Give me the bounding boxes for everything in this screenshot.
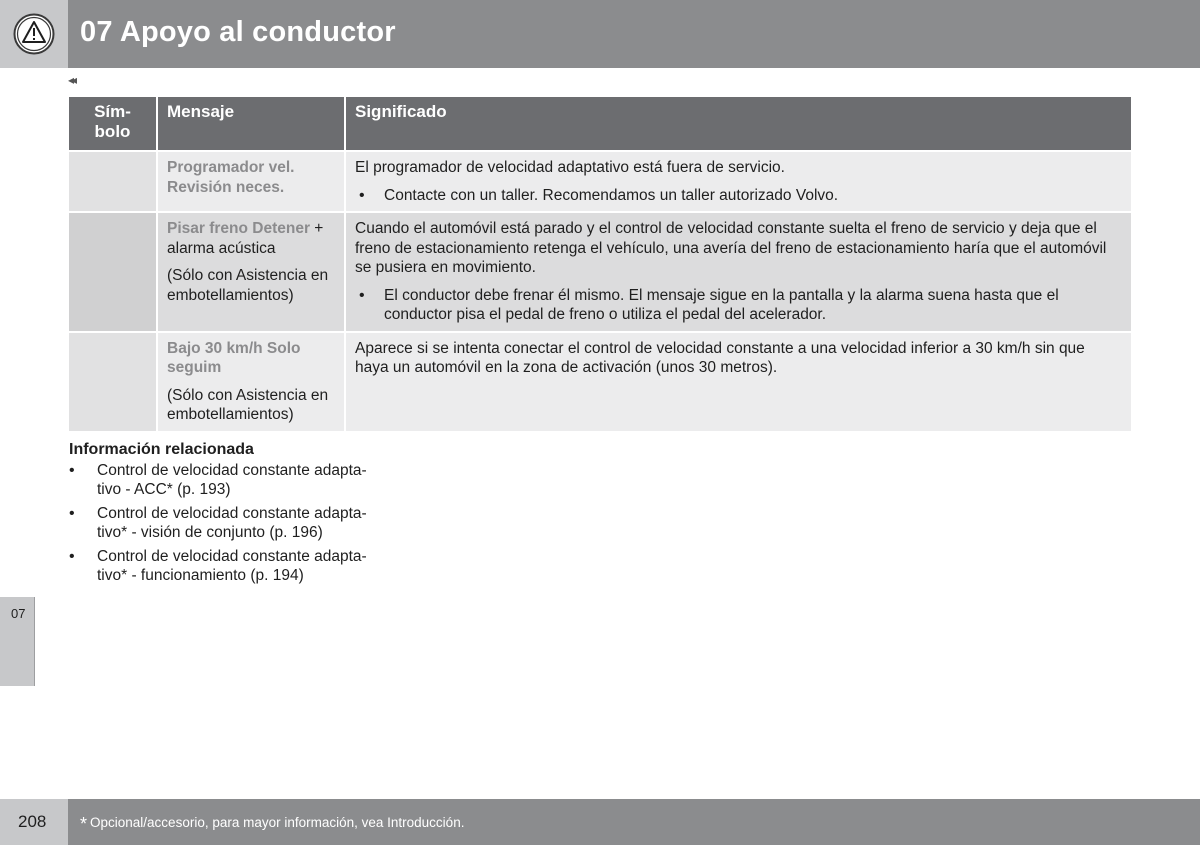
warning-triangle-icon — [13, 13, 55, 55]
continued-marker: ◂◂ — [68, 73, 75, 87]
symbol-cell — [69, 150, 158, 211]
message-cell — [158, 331, 346, 431]
symbol-header-line1: Sím- — [94, 102, 131, 121]
meaning-text: El programador de velocidad adaptativo está fuera de servicio. — [355, 159, 785, 176]
header-icon-area — [0, 0, 68, 68]
footnote — [80, 814, 464, 835]
message-bold-text: Bajo 30 km/h Solo seguim — [167, 339, 301, 376]
page-title: 07 Apoyo al conductor — [80, 16, 396, 48]
message-text-line1: Programador vel. — [167, 159, 295, 176]
message-cell — [158, 150, 346, 211]
message-text — [167, 219, 335, 258]
meaning-text: Aparece si se intenta conectar el control de velocidad constante a una velocidad inferior a 30 km/h sin que haya un automóvil en la zona de activación (unos 30 metros). — [355, 339, 1085, 376]
meaning-text: Cuando el automóvil está parado y el control de velocidad constante suelta el freno de servicio y deja que el freno de estacionamiento retenga el vehículo, una avería del freno de estacionamiento haría que el automóvil se pusiera en movimiento. — [355, 220, 1107, 276]
chapter-tab — [0, 597, 35, 686]
page-number: 208 — [18, 812, 47, 831]
meaning-bullet: • El conductor debe frenar él mismo. El mensaje sigue en la pantalla y la alarma suena hasta que el conductor pisa el pedal de freno o utiliza el pedal del acelerador. — [355, 286, 1122, 325]
messages-table — [69, 97, 1131, 431]
symbol-header-line2: bolo — [94, 122, 131, 141]
related-link[interactable]: • Control de velocidad constante adapta-tivo - ACC* (p. 193) — [69, 462, 389, 499]
meaning-cell — [346, 150, 1131, 211]
message-bold-text: Pisar freno Detener — [167, 220, 310, 237]
meaning-cell — [346, 331, 1131, 431]
related-link[interactable]: • Control de velocidad constante adapta-tivo* - visión de conjunto (p. 196) — [69, 505, 389, 542]
table-row — [69, 211, 1131, 331]
message-suffix-text: + alarma acústica — [167, 220, 324, 257]
symbol-cell — [69, 331, 158, 431]
meaning-cell — [346, 211, 1131, 331]
footnote-star: * — [80, 814, 88, 834]
footnote-text: Opcional/accesorio, para mayor información, vea Introducción. — [90, 815, 465, 830]
message-note: (Sólo con Asistencia en embotellamientos) — [167, 267, 329, 304]
message-cell — [158, 211, 346, 331]
chapter-tab-label: 07 — [11, 606, 26, 621]
column-header-symbol — [69, 97, 158, 150]
message-text-line2: Revisión neces. — [167, 178, 285, 196]
column-header-meaning: Significado — [346, 97, 1131, 150]
table-row — [69, 331, 1131, 431]
message-note: (Sólo con Asistencia en embotellamientos) — [167, 386, 329, 423]
table-header-row — [69, 97, 1131, 150]
symbol-cell — [69, 211, 158, 331]
column-header-message: Mensaje — [158, 97, 346, 150]
table-row — [69, 150, 1131, 211]
related-info-list — [69, 462, 389, 591]
related-link[interactable]: • Control de velocidad constante adapta-tivo* - funcionamiento (p. 194) — [69, 548, 389, 585]
meaning-bullet: • Contacte con un taller. Recomendamos un taller autorizado Volvo. — [355, 186, 1122, 206]
related-info-title: Información relacionada — [69, 441, 254, 458]
